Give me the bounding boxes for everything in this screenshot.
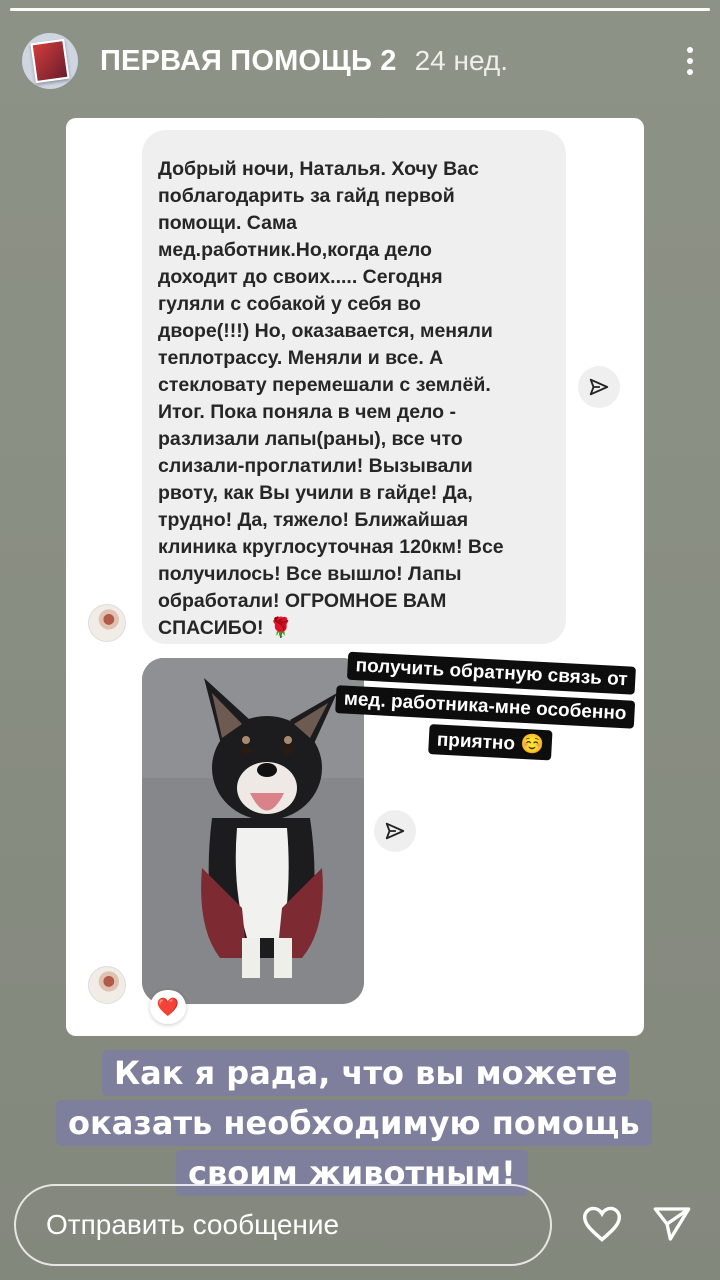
more-options-icon[interactable] — [680, 43, 700, 79]
message-line: разлизали лапы(раны), все что — [158, 428, 463, 450]
story-account-name[interactable]: ПЕРВАЯ ПОМОЩЬ 2 — [100, 44, 397, 77]
share-message-button[interactable] — [578, 366, 620, 408]
share-photo-button[interactable] — [374, 810, 416, 852]
story-progress-bar — [10, 8, 710, 11]
message-line: обработали! ОГРОМНОЕ ВАМ — [158, 590, 447, 612]
heart-icon — [581, 1205, 623, 1243]
sender-avatar — [88, 604, 126, 642]
message-line: помощи. Сама — [158, 212, 297, 234]
paper-plane-icon — [588, 376, 610, 398]
message-line: Добрый ночи, Наталья. Хочу Вас — [158, 158, 479, 180]
message-text — [158, 156, 548, 642]
caption-line: Как я рада, что вы можете — [102, 1050, 629, 1096]
dog-photo[interactable] — [142, 658, 364, 1004]
caption-line: своим животным! — [176, 1150, 528, 1196]
story-progress-fill — [10, 8, 710, 11]
dog-illustration — [142, 658, 364, 1004]
sender-avatar — [88, 966, 126, 1004]
message-screenshot-card — [66, 118, 644, 1036]
message-line: Итог. Пока поняла в чем дело - — [158, 401, 457, 423]
message-line: СПАСИБО! 🌹 — [158, 617, 294, 639]
message-line: клиника круглосуточная 120км! Все — [158, 536, 504, 558]
message-line: дворе(!!!) Но, оказавается, меняли — [158, 320, 493, 342]
message-bubble — [142, 130, 566, 644]
message-input[interactable] — [44, 1208, 550, 1242]
message-line: получилось! Все вышло! Лапы — [158, 563, 462, 585]
message-line: мед.работник.Но,когда дело — [158, 239, 432, 261]
profile-avatar[interactable] — [22, 33, 78, 89]
story-header — [22, 32, 700, 90]
sticker-line: приятно ☺️ — [428, 724, 553, 760]
message-line: трудно! Да, тяжело! Ближайшая — [158, 509, 469, 531]
sticker-line: мед. работника-мне особенно — [335, 685, 635, 729]
message-line: теплотрассу. Меняли и все. А — [158, 347, 444, 369]
message-line: гуляли с собакой у себя во — [158, 293, 421, 315]
paper-plane-icon — [384, 820, 406, 842]
book-cover-icon — [30, 39, 69, 83]
heart-icon: ❤️ — [156, 996, 180, 1017]
like-button[interactable] — [578, 1200, 626, 1248]
message-line: слизали-проглатили! Вызывали — [158, 455, 473, 477]
send-icon — [652, 1204, 692, 1244]
sticker-line: получить обратную связь от — [347, 652, 636, 695]
caption-line: оказать необходимую помощь — [56, 1100, 652, 1146]
message-line: стекловату перемешали с землёй. — [158, 374, 491, 396]
message-line: рвоту, как Вы учили в гайде! Да, — [158, 482, 473, 504]
reply-bar[interactable] — [14, 1184, 552, 1266]
send-button[interactable] — [648, 1200, 696, 1248]
sticker-text — [332, 651, 678, 789]
heart-reaction-badge[interactable] — [150, 990, 186, 1024]
message-line: поблагодарить за гайд первой — [158, 185, 455, 207]
message-line: доходит до своих..... Сегодня — [158, 266, 443, 288]
story-timestamp: 24 нед. — [414, 45, 509, 76]
